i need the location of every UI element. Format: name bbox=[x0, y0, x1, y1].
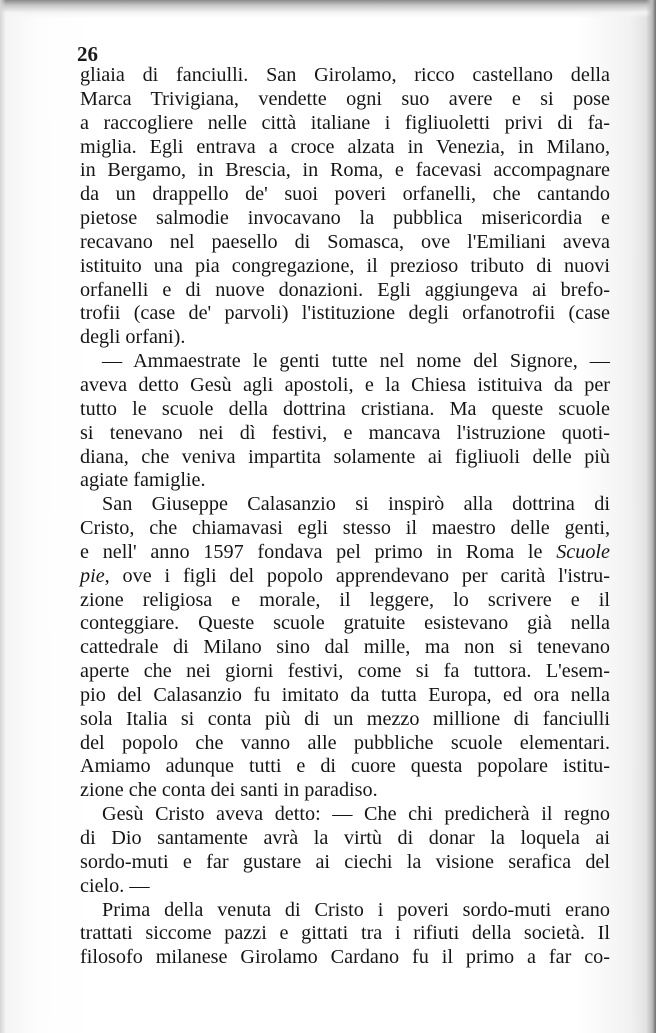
text-line bbox=[80, 779, 610, 803]
line-text: orfanelli e di nuove donazioni. Egli aggiungeva ai brefo- bbox=[80, 278, 610, 301]
text-line bbox=[80, 612, 610, 636]
line-text: filosofo milanese Girolamo Cardano fu il primo a far co- bbox=[80, 946, 610, 969]
text-line bbox=[80, 350, 610, 374]
line-text: sordo-muti e far gustare ai ciechi la visione serafica del bbox=[80, 850, 610, 873]
text-line bbox=[80, 422, 610, 446]
text-line bbox=[80, 946, 610, 970]
page-top-shadow bbox=[0, 0, 656, 18]
text-line bbox=[80, 64, 610, 88]
text-line bbox=[80, 136, 610, 160]
line-text: — Ammaestrate le genti tutte nel nome del Signore, — bbox=[102, 350, 610, 373]
line-text: di Dio santamente avrà la virtù di donar la loquela ai bbox=[80, 827, 610, 849]
line-text: Amiamo adunque tutti e di cuore questa popolare istitu- bbox=[80, 755, 610, 778]
line-text: Cristo, che chiamavasi egli stesso il maestro delle genti, bbox=[80, 517, 610, 540]
text-line bbox=[80, 708, 610, 732]
text-line bbox=[80, 732, 610, 756]
text-line bbox=[80, 899, 610, 923]
line-text: conteggiare. Queste scuole gratuite esistevano già nella bbox=[80, 612, 610, 635]
text-line bbox=[80, 469, 610, 493]
text-line bbox=[80, 875, 610, 899]
line-text: cielo. — bbox=[80, 874, 150, 897]
italic-term: Scuole bbox=[556, 540, 610, 563]
italic-term: pie bbox=[80, 564, 105, 587]
line-text: degli orfani). bbox=[80, 326, 186, 349]
text-line bbox=[80, 302, 610, 326]
line-text: tutto le scuole della dottrina cristiana. Ma queste scuole bbox=[80, 397, 610, 420]
text-line bbox=[80, 589, 610, 613]
line-text: trattati siccome pazzi e gittati tra i rifiuti della società. Il bbox=[80, 922, 610, 945]
line-text: a raccogliere nelle città italiane i figliuoletti privi di fa- bbox=[80, 111, 610, 134]
line-text: Marca Trivigiana, vendette ogni suo avere e si pose bbox=[80, 87, 610, 110]
line-text: in Bergamo, in Brescia, in Roma, e facevasi accompagnare bbox=[80, 159, 610, 182]
text-line bbox=[80, 636, 610, 660]
text-line bbox=[80, 541, 610, 565]
text-line bbox=[80, 279, 610, 303]
line-text: da un drappello de' suoi poveri orfanelli, che cantando bbox=[80, 183, 610, 206]
line-text: gliaia di fanciulli. San Girolamo, ricco castellano della bbox=[80, 64, 610, 86]
line-text: istituito una pia congregazione, il prezioso tributo di nuovi bbox=[80, 254, 610, 277]
line-text: diana, che veniva impartita solamente ai figliuoli delle più bbox=[80, 445, 610, 468]
text-line bbox=[80, 374, 610, 398]
text-line bbox=[80, 112, 610, 136]
page-right-edge bbox=[646, 0, 656, 1033]
text-line bbox=[80, 255, 610, 279]
text-line bbox=[80, 684, 610, 708]
text-line bbox=[80, 88, 610, 112]
line-text: aveva detto Gesù agli apostoli, e la Chiesa istituiva da per bbox=[80, 373, 610, 396]
line-text: pietose salmodie invocavano la pubblica misericordia e bbox=[80, 207, 610, 230]
line-text: cattedrale di Milano sino dal mille, ma non si tenevano bbox=[80, 636, 610, 659]
page-left-edge bbox=[0, 0, 6, 1033]
page-number: 26 bbox=[77, 42, 98, 66]
text-line bbox=[80, 565, 610, 589]
line-text: trofii (case de' parvoli) l'istituzione degli orfanotrofii (case bbox=[80, 302, 610, 325]
text-line bbox=[80, 183, 610, 207]
line-text: recavano nel paesello di Somasca, ove l'Emiliani aveva bbox=[80, 230, 610, 253]
line-text: zione religiosa e morale, il leggere, lo scrivere e il bbox=[80, 588, 610, 611]
text-line bbox=[80, 851, 610, 875]
line-text: aperte che nei giorni festivi, come si fa tuttora. L'esem- bbox=[80, 660, 610, 683]
line-text: , ove i figli del popolo apprendevano per carità l'istru- bbox=[104, 564, 610, 587]
text-line bbox=[80, 398, 610, 422]
text-line bbox=[80, 207, 610, 231]
text-line bbox=[80, 446, 610, 470]
text-line bbox=[80, 159, 610, 183]
text-line bbox=[80, 827, 610, 851]
line-text: del popolo che vanno alle pubbliche scuole elementari. bbox=[80, 731, 610, 754]
text-line bbox=[80, 231, 610, 255]
line-text: Prima della venuta di Cristo i poveri sordo-muti erano bbox=[102, 898, 610, 921]
text-line bbox=[80, 326, 610, 350]
text-line bbox=[80, 922, 610, 946]
text-line bbox=[80, 755, 610, 779]
text-line bbox=[80, 660, 610, 684]
body-text bbox=[80, 64, 610, 970]
text-line bbox=[80, 803, 610, 827]
line-text: sola Italia si conta più di un mezzo millione di fanciulli bbox=[80, 707, 610, 730]
line-text: San Giuseppe Calasanzio si inspirò alla dottrina di bbox=[102, 493, 610, 516]
line-text: zione che conta dei santi in paradiso. bbox=[80, 779, 378, 802]
text-line bbox=[80, 517, 610, 541]
line-text: agiate famiglie. bbox=[80, 469, 206, 492]
line-text: miglia. Egli entrava a croce alzata in Venezia, in Milano, bbox=[80, 135, 610, 158]
line-text: Gesù Cristo aveva detto: — Che chi predicherà il regno bbox=[102, 803, 610, 826]
line-text: si tenevano nei dì festivi, e mancava l'istruzione quoti- bbox=[80, 421, 610, 444]
text-line bbox=[80, 493, 610, 517]
line-text: e nell' anno 1597 fondava pel primo in Roma le bbox=[80, 540, 557, 563]
line-text: pio del Calasanzio fu imitato da tutta Europa, ed ora nella bbox=[80, 683, 610, 706]
